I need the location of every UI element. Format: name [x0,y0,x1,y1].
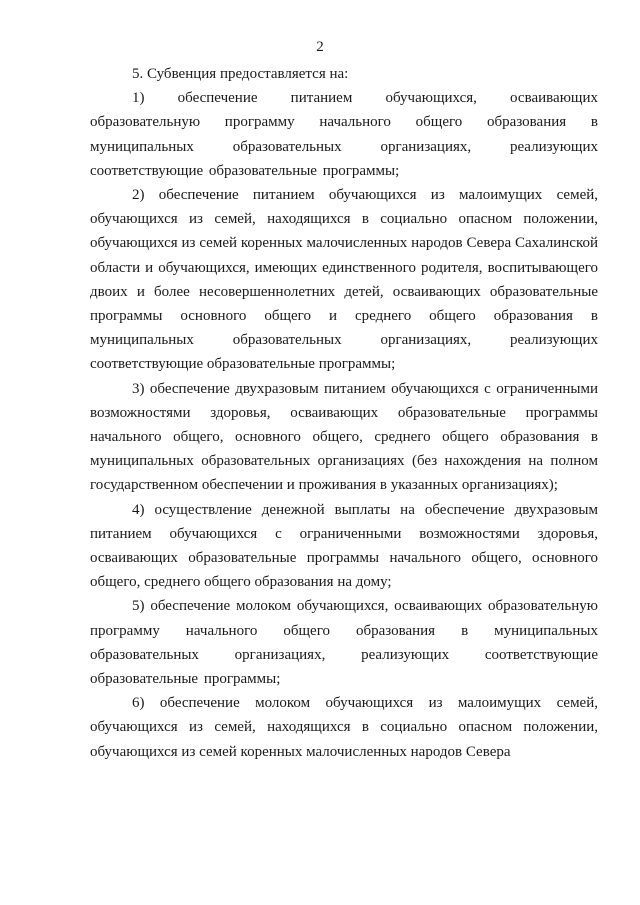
page-number: 2 [316,39,324,55]
paragraph-item-4: 4) осуществление денежной выплаты на обеспечение двухразовым питанием обучающихся с ограниченными возможностями здоровья, осваивающих образовательные программы начального общего, основного общего, среднего общего образования на дому; [90,501,598,591]
paragraph-item-2: 2) обеспечение питанием обучающихся из малоимущих семей, обучающихся из семей, находящихся в социально опасном положении, обучающихся из семей коренных малочисленных народов Севера Сахалинской области и обучающихся, имеющих единственного родителя, воспитывающего двоих и более несовершеннолетних детей, осваивающих образовательные программы основного общего и среднего общего образования в муниципальных образовательных организациях, реализующих соответствующие образовательные программы; [90,187,598,373]
paragraph-intro: 5. Субвенция предоставляется на: [132,66,349,82]
paragraph-item-1: 1) обеспечение питанием обучающихся, осваивающих образовательную программу начального общего образования в муниципальных образовательных организациях, реализующих соответствующие образовательные программы; [90,90,598,179]
paragraph-item-3: 3) обеспечение двухразовым питанием обучающихся с ограниченными возможностями здоровья, осваивающих образовательные программы начального общего, основного общего, среднего общего образования в муниципальных образовательных организациях (без нахождения на полном государственном обеспечении и проживания в указанных организациях); [90,380,598,494]
paragraph-item-5: 5) обеспечение молоком обучающихся, осваивающих образовательную программу начального общего образования в муниципальных образовательных организациях, реализующих соответствующие образовательные программы; [90,598,598,688]
document-body [90,62,598,764]
paragraph-item-6: 6) обеспечение молоком обучающихся из малоимущих семей, обучающихся из семей, находящихся в социально опасном положении, обучающихся из семей коренных малочисленных народов Севера [90,695,598,760]
